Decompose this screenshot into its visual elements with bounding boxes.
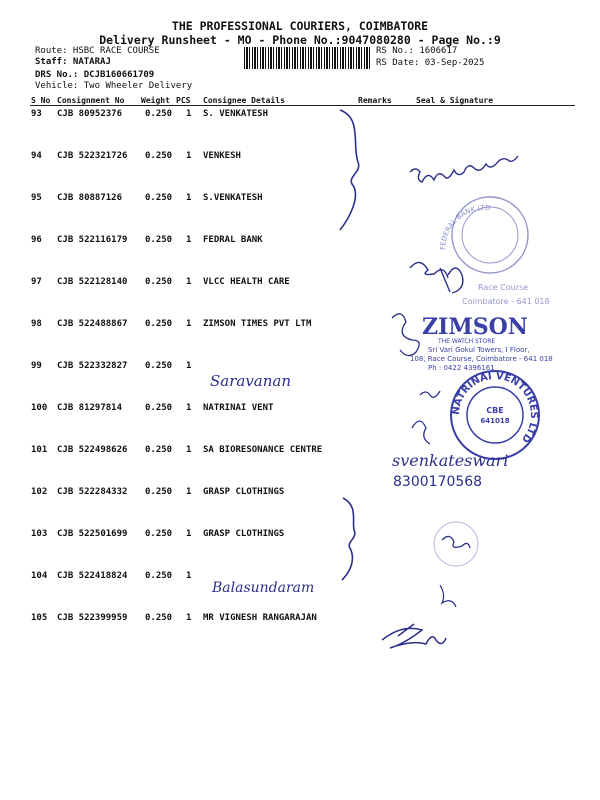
barcode <box>244 47 370 69</box>
table-row <box>0 445 600 487</box>
row-sno: 99 <box>31 361 42 371</box>
row-pcs: 1 <box>186 613 192 623</box>
row-pcs: 1 <box>186 529 192 539</box>
table-row <box>0 235 600 277</box>
row-consignee: VLCC HEALTH CARE <box>203 277 290 287</box>
row-consignee: MR VIGNESH RANGARAJAN <box>203 613 317 623</box>
col-pcs: PCS <box>176 96 191 105</box>
row-weight: 0.250 <box>145 403 173 413</box>
row-sno: 101 <box>31 445 48 455</box>
row-consignee: ZIMSON TIMES PVT LTM <box>203 319 312 329</box>
row-consignment: CJB 522128140 <box>57 277 128 287</box>
table-row <box>0 109 600 151</box>
row-sno: 104 <box>31 571 48 581</box>
row-weight: 0.250 <box>145 151 173 161</box>
row-sno: 96 <box>31 235 42 245</box>
federal-stamp-line1: Race Course <box>478 283 529 292</box>
table-row <box>0 151 600 193</box>
company-title: THE PROFESSIONAL COURIERS, COIMBATORE <box>171 19 429 33</box>
row-consignment: CJB 522501699 <box>57 529 128 539</box>
row-consignee: S.VENKATESH <box>203 193 263 203</box>
row-consignment: CJB 522332827 <box>57 361 128 371</box>
row-consignee: NATRINAI VENT <box>203 403 274 413</box>
route-label: Route: HSBC RACE COURSE <box>35 46 160 56</box>
row-consignment: CJB 80887126 <box>57 193 123 203</box>
row-sno: 98 <box>31 319 42 329</box>
row-consignee: SA BIORESONANCE CENTRE <box>203 445 323 455</box>
row-consignee: FEDRAL BANK <box>203 235 263 245</box>
row-pcs: 1 <box>186 571 192 581</box>
handwritten-row101-phone: 8300170568 <box>393 474 483 490</box>
row-weight: 0.250 <box>145 319 173 329</box>
natrinai-ring-text: NATRINAI VENTURES LTD <box>450 370 540 445</box>
row-sno: 94 <box>31 151 42 161</box>
row-consignment: CJB 522116179 <box>57 235 128 245</box>
row-pcs: 1 <box>186 193 192 203</box>
table-row <box>0 403 600 445</box>
federal-ring-text: FEDERAL BANK LTD <box>438 203 491 251</box>
row-consignment: CJB 522498626 <box>57 445 128 455</box>
row-consignment: CJB 522321726 <box>57 151 128 161</box>
col-seal: Seal & Signature <box>416 96 494 105</box>
row-pcs: 1 <box>186 319 192 329</box>
row-pcs: 1 <box>186 445 192 455</box>
row-sno: 95 <box>31 193 42 203</box>
rs-number: RS No.: 1606617 <box>376 46 458 56</box>
zimson-line1: THE WATCH STORE <box>438 338 496 345</box>
row-sno: 100 <box>31 403 48 413</box>
table-row <box>0 529 600 571</box>
zimson-logo-text: ZIMSON <box>422 314 528 340</box>
row-pcs: 1 <box>186 487 192 497</box>
col-consignment: Consignment No <box>57 96 125 105</box>
zimson-line4: Ph : 0422 4396161 <box>428 364 495 372</box>
row-weight: 0.250 <box>145 277 173 287</box>
row-weight: 0.250 <box>145 529 173 539</box>
table-row <box>0 613 600 655</box>
runsheet-subtitle: Delivery Runsheet - MO - Phone No.:9047080280 - Page No.:9 <box>99 33 501 47</box>
row-weight: 0.250 <box>145 571 173 581</box>
col-weight: Weight <box>141 96 170 105</box>
vehicle-label: Vehicle: Two Wheeler Delivery <box>35 81 193 91</box>
natrinai-center2: 641018 <box>480 417 510 425</box>
row-weight: 0.250 <box>145 193 173 203</box>
row-consignment: CJB 522399959 <box>57 613 128 623</box>
row-weight: 0.250 <box>145 487 173 497</box>
row-consignee: S. VENKATESH <box>203 109 269 119</box>
row-consignee: GRASP CLOTHINGS <box>203 487 285 497</box>
staff-label: Staff: NATARAJ <box>35 57 111 67</box>
row-sno: 103 <box>31 529 48 539</box>
row-consignment: CJB 81297814 <box>57 403 123 413</box>
row-sno: 93 <box>31 109 42 119</box>
header-rule <box>30 105 575 106</box>
federal-stamp-line2: Coimbatore - 641 018 <box>462 297 550 306</box>
table-row <box>0 361 600 403</box>
row-pcs: 1 <box>186 109 192 119</box>
row-weight: 0.250 <box>145 109 173 119</box>
zimson-line3: 108, Race Course, Coimbatore - 641 018 <box>410 355 553 363</box>
row-pcs: 1 <box>186 151 192 161</box>
col-remarks: Remarks <box>358 96 392 105</box>
row-sno: 97 <box>31 277 42 287</box>
row-pcs: 1 <box>186 277 192 287</box>
row-consignment: CJB 522284332 <box>57 487 128 497</box>
col-sno: S No <box>31 96 51 105</box>
row-pcs: 1 <box>186 403 192 413</box>
row-consignee: GRASP CLOTHINGS <box>203 529 285 539</box>
row-consignment: CJB 522488867 <box>57 319 128 329</box>
natrinai-center1: CBE <box>486 406 504 415</box>
table-row <box>0 487 600 529</box>
row-weight: 0.250 <box>145 361 173 371</box>
table-row <box>0 571 600 613</box>
handwritten-row101-name: svenkateswari <box>392 451 509 470</box>
row-weight: 0.250 <box>145 235 173 245</box>
row-weight: 0.250 <box>145 613 173 623</box>
row-pcs: 1 <box>186 235 192 245</box>
handwritten-row104: Balasundaram <box>212 580 315 596</box>
table-row <box>0 319 600 361</box>
drs-number: DRS No.: DCJB160661709 <box>35 70 155 80</box>
row-consignee: VENKESH <box>203 151 241 161</box>
table-row <box>0 277 600 319</box>
handwritten-row99: Saravanan <box>210 372 292 390</box>
row-consignment: CJB 80952376 <box>57 109 123 119</box>
rs-date: RS Date: 03-Sep-2025 <box>376 58 485 68</box>
row-sno: 105 <box>31 613 48 623</box>
row-pcs: 1 <box>186 361 192 371</box>
zimson-line2: Sri Vari Gokul Towers, I Floor, <box>428 346 530 354</box>
row-sno: 102 <box>31 487 48 497</box>
table-row <box>0 193 600 235</box>
row-weight: 0.250 <box>145 445 173 455</box>
col-consignee: Consignee Details <box>203 96 285 105</box>
row-consignment: CJB 522418824 <box>57 571 128 581</box>
